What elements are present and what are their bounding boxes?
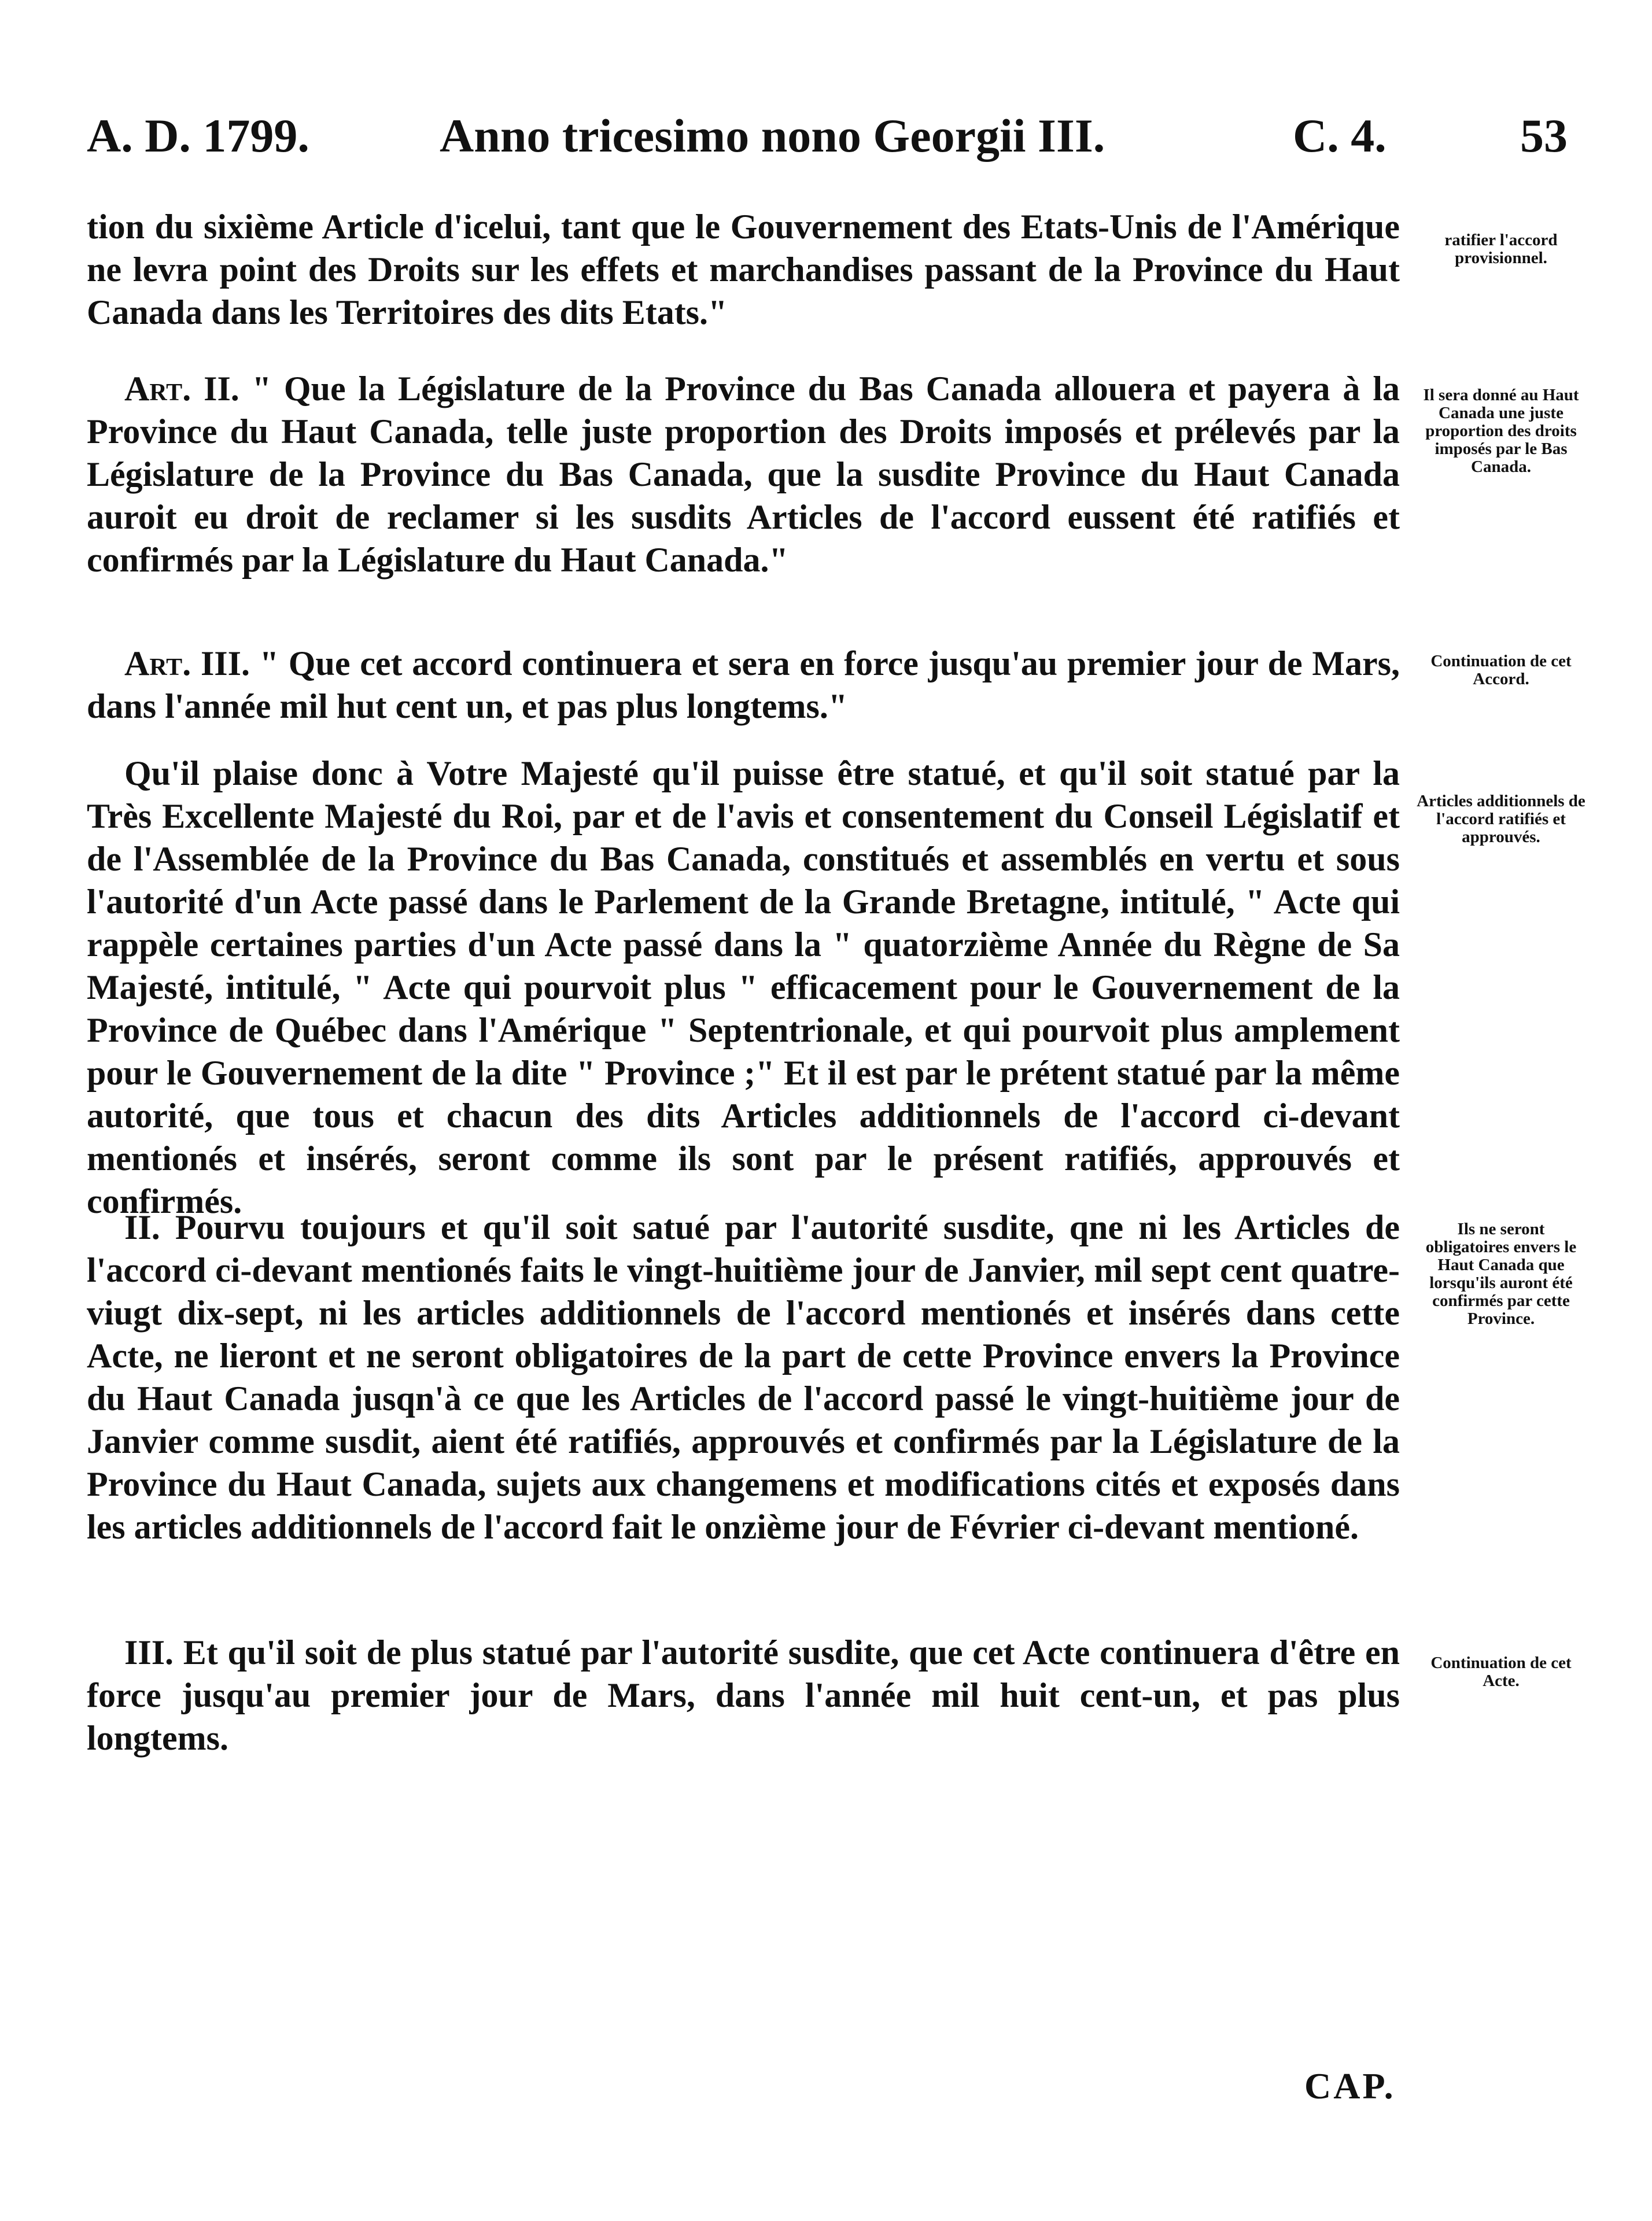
paragraph-enacting — [87, 752, 1400, 1223]
paragraph-continuation — [87, 205, 1400, 334]
header-chapter: C. 4. — [1293, 109, 1387, 162]
margin-note-continuation-acte: Continuation de cet Acte. — [1430, 1654, 1572, 1690]
article-heading: Art. III. — [124, 644, 250, 682]
paragraph-text: III. Et qu'il soit de plus statué par l'autorité susdite, que cet Acte continuera d'être en force jusqu'au premier jour de Mars, dans l'année mil huit cent-un, et pas plus longtems. — [87, 1633, 1400, 1757]
margin-note-obligatoires: Ils ne seront obligatoires envers le Haut Canada que lorsqu'ils auront été confirmés par cette Province. — [1425, 1220, 1577, 1328]
paragraph-text: " Que cet accord continuera et sera en force jusqu'au premier jour de Mars, dans l'année mil hut cent un, et pas plus longtems." — [87, 644, 1400, 725]
paragraph-section-2 — [87, 1206, 1400, 1548]
header-title: Anno tricesimo nono Georgii III. — [440, 109, 1105, 162]
paragraph-text: Qu'il plaise donc à Votre Majesté qu'il puisse être statué, et qu'il soit statué par la Très Excellente Majesté du Roi, par et de l'avis et consentement du Conseil Législatif et de l'Assemblée de la Province du Bas Canada, constitués et assemblés en vertu et sous l'autorité d'un Acte passé dans le Parlement de la Grande Bretagne, intitulé, " Acte qui rappèle certaines parties d'un Acte passé dans la " quatorzième Année du Règne de Sa Majesté, intitulé, " Acte qui pourvoit plus " efficacement pour le Gouvernement de la Province de Québec dans l'Amérique " Septentrionale, et qui pourvoit plus amplement pour le Gouvernement de la dite " Province ;" Et il est par le prétent statué par la même autorité, que tous et chacun des dits Articles additionnels de l'accord ci-devant mentionés et insérés, seront comme ils sont par le présent ratifiés, approuvés et confirmés. — [87, 754, 1400, 1220]
margin-note-articles-additionnels: Articles additionnels de l'accord ratifiés et approuvés. — [1417, 792, 1585, 846]
paragraph-section-3 — [87, 1631, 1400, 1759]
margin-note-proportion: Il sera donné au Haut Canada une juste proportion des droits imposés par le Bas Canada. — [1423, 386, 1579, 476]
page-number: 53 — [1520, 109, 1568, 162]
paragraph-article-3 — [87, 642, 1400, 728]
paragraph-text: tion du sixième Article d'icelui, tant que le Gouvernement des Etats-Unis de l'Amérique ne levra point des Droits sur les effets et marchandises passant de la Province du Haut Canada dans les Territoires des dits Etats." — [87, 208, 1400, 331]
paragraph-article-2 — [87, 367, 1400, 581]
margin-note-ratifier: ratifier l'accord provisionnel. — [1444, 231, 1558, 267]
catchword: CAP. — [1304, 2065, 1396, 2106]
article-heading: Art. II. — [124, 370, 239, 408]
running-header — [87, 93, 1568, 179]
paragraph-text: " Que la Législature de la Province du Bas Canada allouera et payera à la Province du Haut Canada, telle juste proportion des Droits imposés et prélevés par la Législature de la Province du Bas Canada, que la susdite Province du Haut Canada auroit eu droit de reclamer si les susdits Articles de l'accord eussent été ratifiés et confirmés par la Législature du Haut Canada." — [87, 370, 1400, 579]
paragraph-text: II. Pourvu toujours et qu'il soit satué par l'autorité susdite, qne ni les Articles de l'accord ci-devant mentionés faits le vingt-huitième jour de Janvier, mil sept cent quatre-viugt dix-sept, ni les articles additionnels de l'accord mentionés et insérés dans cette Acte, ne lieront et ne seront obligatoires de la part de cette Province envers la Province du Haut Canada jusqn'à ce que les Articles de l'accord passé le vingt-huitième jour de Janvier comme susdit, aient été ratifiés, approuvés et confirmés par la Législature de la Province du Haut Canada, sujets aux changemens et modifications cités et exposés dans les articles additionnels de l'accord fait le onzième jour de Février ci-devant mentioné. — [87, 1208, 1400, 1546]
margin-note-continuation-accord: Continuation de cet Accord. — [1430, 652, 1572, 688]
header-year: A. D. 1799. — [87, 109, 309, 162]
